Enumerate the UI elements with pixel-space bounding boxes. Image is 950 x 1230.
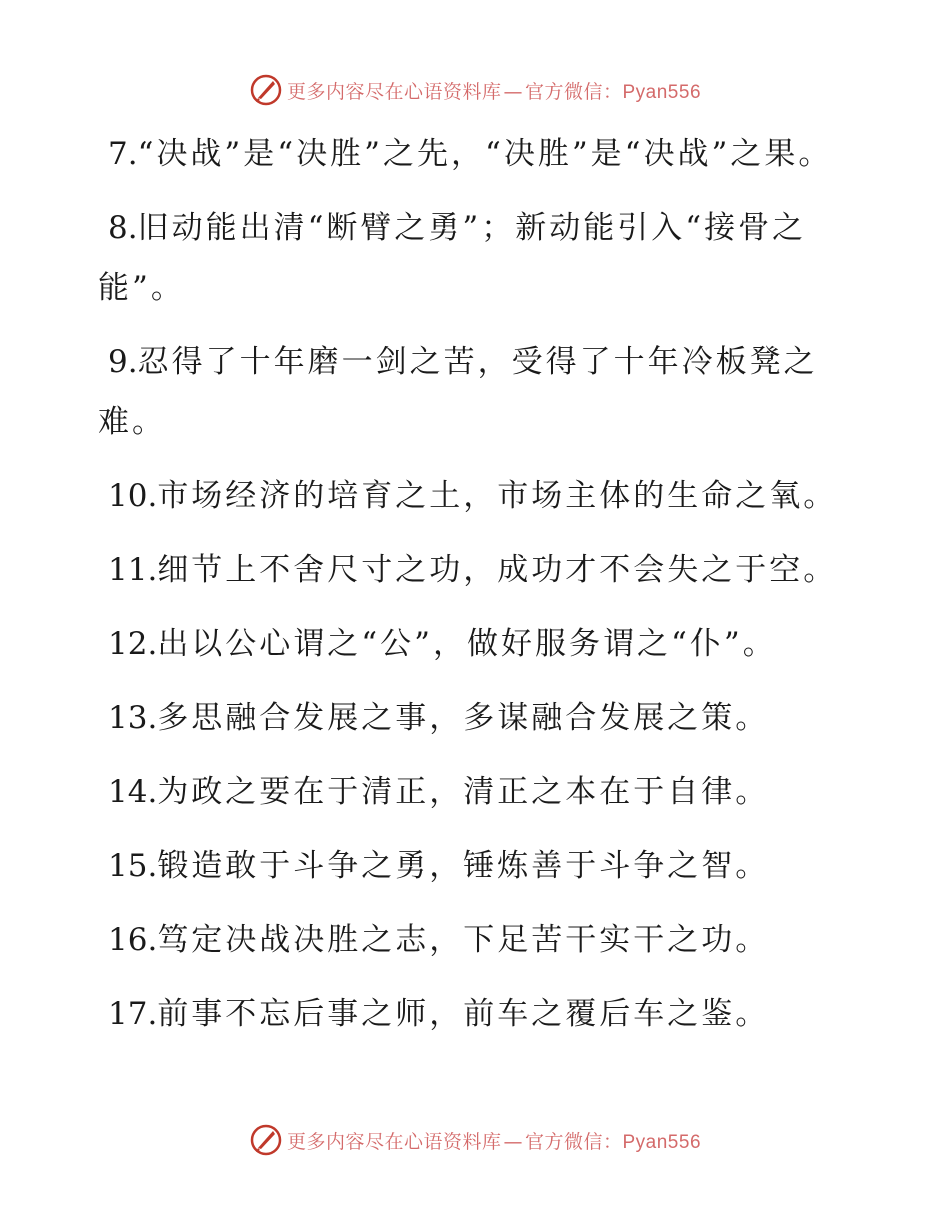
list-item: 8.旧动能出清“断臂之勇”；新动能引入“接骨之能”。 [98, 210, 807, 306]
list-item: 11.细节上不舍尺寸之功，成功才不会失之于空。 [108, 552, 838, 588]
quill-logo-icon [249, 1123, 283, 1157]
list-item: 15.锻造敢于斗争之勇，锤炼善于斗争之智。 [108, 848, 770, 884]
list-item: 13.多思融合发展之事，多谋融合发展之策。 [108, 700, 770, 736]
list-item: 9.忍得了十年磨一剑之苦，受得了十年冷板凳之难。 [98, 344, 818, 440]
list-item: 14.为政之要在于清正，清正之本在于自律。 [108, 774, 770, 810]
quill-logo-icon [249, 73, 283, 107]
header-watermark [0, 70, 950, 110]
list-item: 10.市场经济的培育之土，市场主体的生命之氧。 [108, 478, 838, 514]
list-item: 7.“决战”是“决胜”之先，“决胜”是“决战”之果。 [108, 136, 833, 172]
list-item: 17.前事不忘后事之师，前车之覆后车之鉴。 [108, 996, 770, 1032]
list-item: 16.笃定决战决胜之志，下足苦干实干之功。 [108, 922, 770, 958]
document-body [98, 124, 838, 1058]
footer-watermark [0, 1120, 950, 1160]
list-item: 12.出以公心谓之“公”，做好服务谓之“仆”。 [108, 626, 777, 662]
watermark-text: 更多内容尽在心语资料库 — 官方微信：Pyan556 [286, 1130, 702, 1153]
watermark-text: 更多内容尽在心语资料库 — 官方微信：Pyan556 [286, 80, 702, 103]
